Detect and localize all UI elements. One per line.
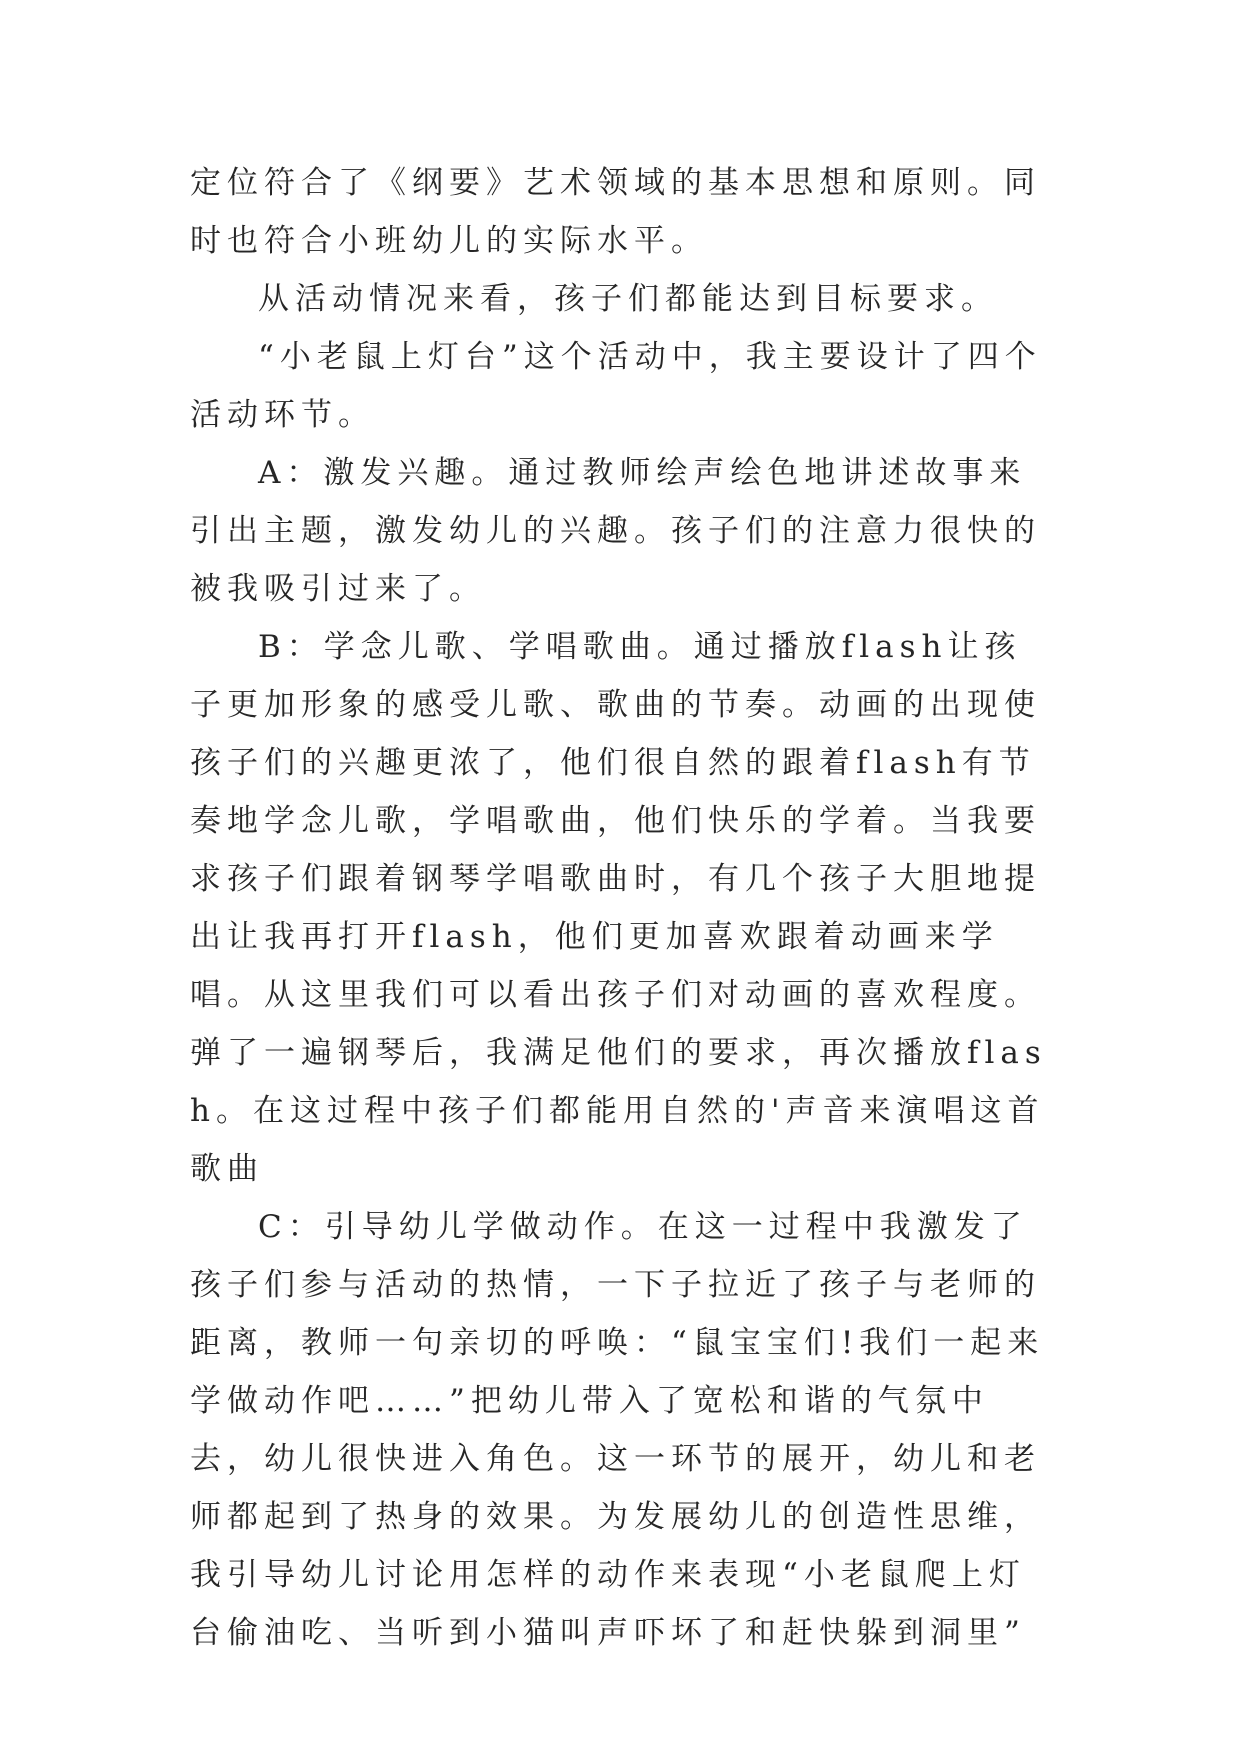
paragraph-5: B：学念儿歌、学唱歌曲。通过播放flash让孩子更加形象的感受儿歌、歌曲的节奏。动画的出现使孩子们的兴趣更浓了，他们很自然的跟着flash有节奏地学念儿歌，学唱歌曲，他们快乐的学着。当我要求孩子们跟着钢琴学唱歌曲时，有几个孩子大胆地提出让我再打开flash，他们更加喜欢跟着动画来学唱。从这里我们可以看出孩子们对动画的喜欢程度。弹了一遍钢琴后，我满足他们的要求，再次播放flash。在这过程中孩子们都能用自然的'声音来演唱这首歌曲 bbox=[190, 629, 1047, 1187]
paragraph-6: C：引导幼儿学做动作。在这一过程中我激发了孩子们参与活动的热情，一下子拉近了孩子与老师的距离，教师一句亲切的呼唤：“鼠宝宝们!我们一起来学做动作吧……”把幼儿带入了宽松和谐的气氛中去，幼儿很快进入角色。这一环节的展开，幼儿和老师都起到了热身的效果。为发展幼儿的创造性思维，我引导幼儿讨论用怎样的动作来表现“小老鼠爬上灯台偷油吃、当听到小猫叫声吓坏了和赶快躲到洞里” bbox=[190, 1209, 1045, 1651]
paragraph-3: “小老鼠上灯台”这个活动中，我主要设计了四个活动环节。 bbox=[190, 339, 1042, 433]
document-body bbox=[190, 154, 1052, 1662]
paragraph-2: 从活动情况来看，孩子们都能达到目标要求。 bbox=[258, 281, 998, 317]
paragraph-4: A：激发兴趣。通过教师绘声绘色地讲述故事来引出主题，激发幼儿的兴趣。孩子们的注意力很快的被我吸引过来了。 bbox=[190, 455, 1041, 607]
paragraph-1: 定位符合了《纲要》艺术领域的基本思想和原则。同时也符合小班幼儿的实际水平。 bbox=[190, 165, 1041, 259]
